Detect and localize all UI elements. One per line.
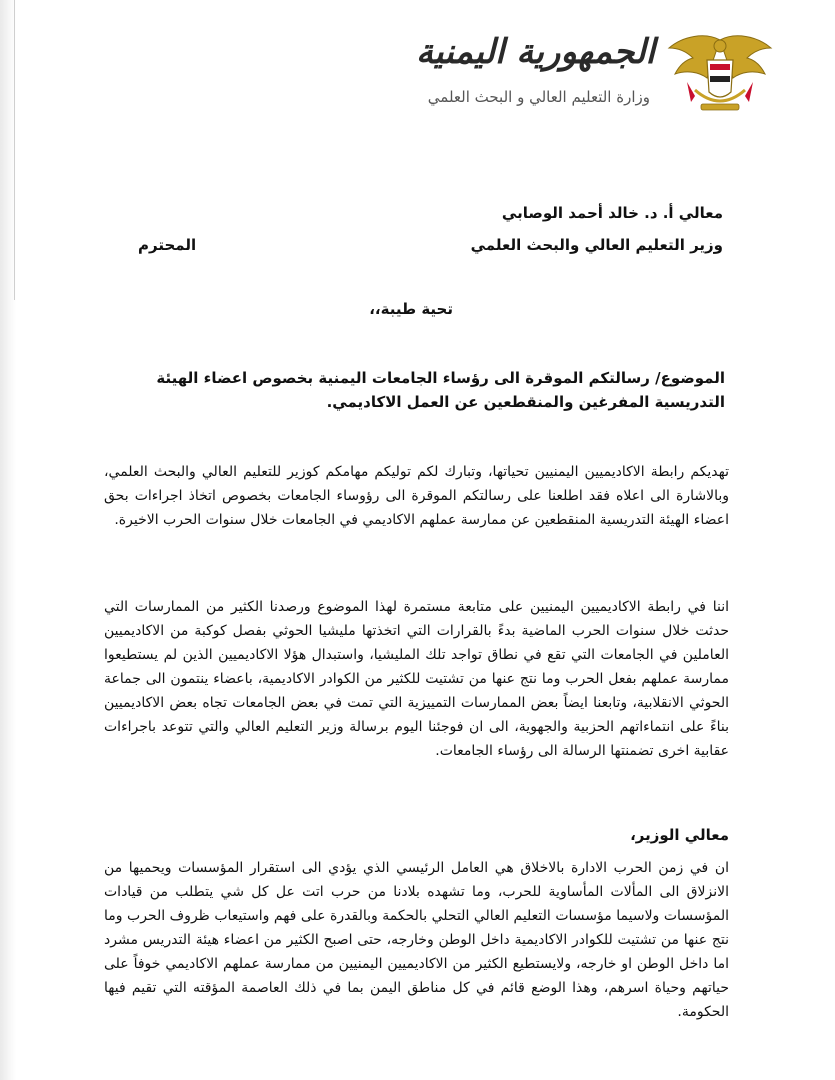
letterhead (215, 30, 775, 120)
eagle-emblem-icon (665, 30, 775, 120)
republic-title: الجمهورية اليمنية (415, 32, 655, 72)
greeting: تحية طيبة،، (369, 300, 453, 318)
paragraph-intro: تهديكم رابطة الاكاديميين اليمنيين تحياتها، وتبارك لكم توليكم مهامكم كوزير للتعليم العالي والبحث العلمي، وبالاشارة الى اعلاه فقد اطلعنا على رسالتكم الموقرة الى رؤوساء الجامعات بخصوص اتخاذ اجراءات بحق اعضاء الهيئة التدريسية المنقطعين عن ممارسة عملهم الاكاديمي في الجامعات خلال سنوات الحرب الاخيرة. (104, 464, 729, 528)
paragraph-argument: ان في زمن الحرب الادارة بالاخلاق هي العامل الرئيسي الذي يؤدي الى استقرار المؤسسات ويحميها من الانزلاق الى المألات المأساوية للحرب، وما تشهده بلادنا من حرب اتت عل كل شي يتطلب من قيادات المؤسسات ولاسيما مؤسسات التعليم العالي التحلي بالحكمة وبالقدرة على فهم واستيعاب ظروف الحرب وما نتج عنها من تشتيت للكوادر الاكاديمية داخل الوطن وخارجه، حتى اصبح الكثير من اعضاء هيئة التدريس مشرد اما داخل الوطن او خارجه، ولايستطيع الكثير من الاكاديميين اليمنيين من ممارسة عملهم الاكاديمي خوفاً على حياتهم وحياة اسرهم، وهذا الوضع قائم في كل مناطق اليمن بما في ذلك العاصمة المؤقته التي تقيم فيها الحكومة. (104, 860, 729, 1020)
addressee-position: وزير التعليم العالي والبحث العلمي (470, 236, 723, 254)
addressee-honorific: المحترم (138, 236, 197, 254)
page-edge (14, 0, 15, 300)
paragraph-observations: اننا في رابطة الاكاديميين اليمنيين على متابعة مستمرة لهذا الموضوع ورصدنا الكثير من الممارسات التي حدثت خلال سنوات الحرب الماضية بدءً بالقرارات التي اتخذتها مليشيا الحوثي بفصل كوكبة من الاكاديميين العاملين في الجامعات التي تقع في نطاق تواجد تلك المليشيا، واستبدال هؤلا الاكاديميين الذين لم يستطيعوا ممارسة عملهم بفعل الحرب وما نتج عنها من تشتيت للكثير من الكوادر الاكاديمية، باعضاء ينتمون الى جماعة الحوثي الانقلابية، وتابعنا ايضاً بعض الممارسات التمييزية التي تمت في بعض الجامعات تجاه بعض الاكاديميين بناءً على انتماءاتهم الحزبية والجهوية، الى ان فوجئنا اليوم برسالة وزير التعليم العالي والتي تتوعد باجراءات عقابية اخرى تضمنتها الرسالة الى رؤساء الجامعات. (104, 599, 729, 759)
subject-line: الموضوع/ رسالتكم الموقرة الى رؤساء الجامعات اليمنية بخصوص اعضاء الهيئة التدريسية المفرغين والمنقطعين عن العمل الاكاديمي. (156, 369, 725, 411)
salutation: معالي الوزير، (630, 826, 729, 844)
ministry-name: وزارة التعليم العالي و البحث العلمي (427, 88, 650, 106)
addressee-name: معالي أ. د. خالد أحمد الوصابي (501, 204, 723, 222)
